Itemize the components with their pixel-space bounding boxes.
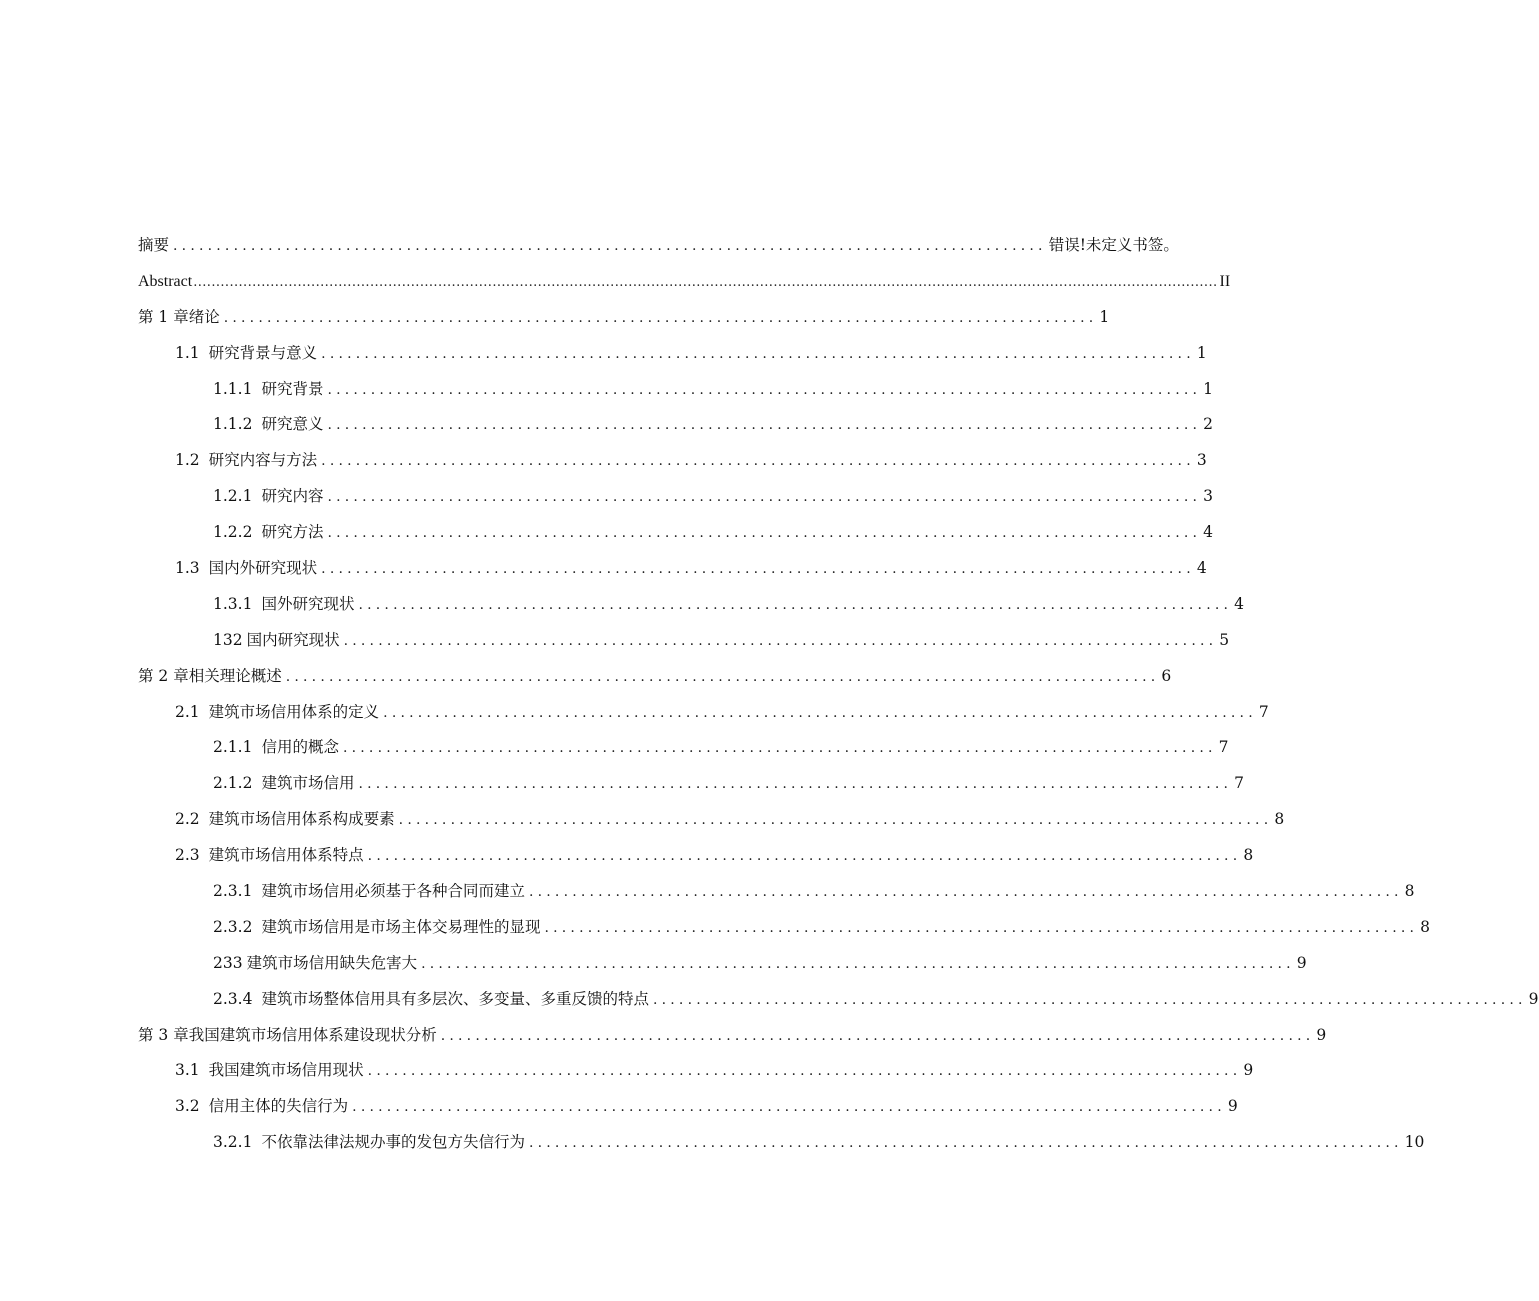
toc-entry[interactable] bbox=[138, 623, 1230, 659]
toc-entry-title: 建筑市场信用缺失危害大 bbox=[246, 953, 418, 972]
toc-entry[interactable] bbox=[138, 982, 1539, 1018]
toc-entry[interactable] bbox=[138, 766, 1245, 802]
toc-entry-number: 2.2 bbox=[175, 810, 200, 829]
toc-entry-page: 8 bbox=[1243, 846, 1254, 865]
toc-entry-title: 研究背景 bbox=[261, 379, 324, 398]
toc-entry-title: 不依靠法律法规办事的发包方失信行为 bbox=[261, 1133, 525, 1152]
dot-leader: ..................................................................................................... bbox=[321, 561, 1195, 578]
toc-entry-title: 建筑市场信用体系的定义 bbox=[208, 702, 380, 721]
toc-entry-number: 2.3.2 bbox=[213, 917, 253, 936]
toc-entry-title: 相关理论概述 bbox=[188, 666, 282, 685]
toc-entry-page: 1 bbox=[1099, 307, 1110, 326]
dot-leader: ..................................................................................................... bbox=[321, 453, 1195, 470]
toc-entry-page: 5 bbox=[1219, 630, 1230, 649]
toc-entry-page: 7 bbox=[1258, 702, 1269, 721]
toc-entry-title: 建筑市场信用体系特点 bbox=[208, 846, 364, 865]
toc-entry-title: 信用主体的失信行为 bbox=[208, 1097, 349, 1116]
toc-entry-title: 研究内容与方法 bbox=[208, 451, 318, 470]
toc-entry[interactable] bbox=[138, 802, 1285, 838]
dot-leader: ..................................................................................................... bbox=[173, 238, 1047, 254]
toc-entry[interactable] bbox=[138, 228, 1179, 264]
dot-leader: ..................................................................................................... bbox=[352, 1099, 1226, 1116]
toc-entry[interactable] bbox=[138, 946, 1307, 982]
toc-entry-page: 错误!未定义书签。 bbox=[1048, 236, 1179, 254]
toc-entry-page: 3 bbox=[1196, 451, 1207, 470]
toc-entry-page: 9 bbox=[1528, 989, 1539, 1008]
dot-leader: ..................................................................................................... bbox=[327, 489, 1202, 506]
toc-entry-title: 建筑市场信用 bbox=[261, 774, 355, 793]
dot-leader: ..................................................................................................... bbox=[398, 812, 1273, 829]
toc-entry[interactable] bbox=[138, 587, 1245, 623]
dot-leader: ..................................................................................................... bbox=[342, 740, 1217, 757]
toc-entry-number: 第 3 章 bbox=[138, 1025, 189, 1044]
dot-leader: ..................................................................................................... bbox=[652, 991, 1527, 1008]
toc-entry-number: 2.3.1 bbox=[213, 882, 253, 901]
toc-entry[interactable] bbox=[138, 838, 1254, 874]
toc-entry[interactable] bbox=[138, 874, 1415, 910]
toc-entry-title: 国内外研究现状 bbox=[208, 559, 318, 578]
toc-entry-number: 2.1 bbox=[175, 702, 200, 721]
toc-entry-title: 绪论 bbox=[188, 307, 220, 326]
dot-leader: ..................................................................................................... bbox=[321, 345, 1195, 362]
toc-entry-number: 1.1.2 bbox=[213, 415, 253, 434]
toc-entry[interactable] bbox=[138, 730, 1229, 766]
toc-entry-number: 2.3 bbox=[175, 846, 200, 865]
table-of-contents bbox=[138, 228, 1539, 1161]
toc-entry-page: 8 bbox=[1404, 882, 1415, 901]
toc-entry-number: 2.3.4 bbox=[213, 989, 253, 1008]
toc-entry-title: 国外研究现状 bbox=[261, 594, 355, 613]
toc-entry-number: 3.2 bbox=[175, 1097, 200, 1116]
toc-entry-page: 4 bbox=[1203, 523, 1214, 542]
toc-entry-title: 研究背景与意义 bbox=[208, 343, 318, 362]
dot-leader: ..................................................................................................... bbox=[421, 955, 1295, 972]
toc-entry-page: 4 bbox=[1234, 594, 1245, 613]
toc-entry-title: 研究意义 bbox=[261, 415, 324, 434]
toc-entry-page: 3 bbox=[1203, 487, 1214, 506]
toc-entry-number: 1.2.1 bbox=[213, 487, 253, 506]
toc-entry-page: 1 bbox=[1196, 343, 1207, 362]
toc-entry[interactable] bbox=[138, 300, 1110, 336]
toc-entry-number: 1.3 bbox=[175, 559, 200, 578]
toc-entry-page: 8 bbox=[1420, 917, 1431, 936]
toc-entry[interactable] bbox=[138, 1089, 1238, 1125]
toc-entry-page: II bbox=[1219, 272, 1231, 290]
dot-leader: ..................................................................................................... bbox=[358, 596, 1233, 613]
dot-leader: ..................................................................................................... bbox=[528, 1135, 1403, 1152]
toc-entry-title: 研究内容 bbox=[261, 487, 324, 506]
toc-entry-title: 建筑市场信用必须基于各种合同而建立 bbox=[261, 882, 525, 901]
toc-entry-number: 第 1 章 bbox=[138, 307, 189, 326]
dot-leader: ..................................................................................................... bbox=[223, 309, 1098, 326]
toc-entry[interactable] bbox=[138, 1018, 1327, 1054]
toc-entry-title: 信用的概念 bbox=[261, 738, 339, 757]
toc-entry-title: 摘要 bbox=[138, 236, 170, 254]
toc-entry[interactable] bbox=[138, 1125, 1425, 1161]
toc-entry-page: 7 bbox=[1218, 738, 1229, 757]
toc-entry-number: 2.1.2 bbox=[213, 774, 253, 793]
toc-entry-page: 9 bbox=[1227, 1097, 1238, 1116]
toc-entry-number: 1.1.1 bbox=[213, 379, 253, 398]
toc-entry-number: 1.3.1 bbox=[213, 594, 253, 613]
dot-leader: ..................................................................................................... bbox=[383, 704, 1257, 721]
dot-leader: ..................................................................................................... bbox=[327, 525, 1202, 542]
dot-leader: ..................................................................................................... bbox=[285, 668, 1160, 685]
toc-entry-page: 1 bbox=[1203, 379, 1214, 398]
dot-leader: ..................................................................................................... bbox=[440, 1027, 1315, 1044]
toc-entry-number: 第 2 章 bbox=[138, 666, 189, 685]
toc-entry-page: 7 bbox=[1234, 774, 1245, 793]
toc-entry-title: Abstract bbox=[138, 272, 193, 290]
toc-entry-page: 9 bbox=[1316, 1025, 1327, 1044]
dot-leader: ..................................................................................................... bbox=[528, 884, 1403, 901]
toc-entry-page: 6 bbox=[1161, 666, 1172, 685]
dot-leader: ..................................................................................................... bbox=[544, 919, 1419, 936]
toc-entry[interactable] bbox=[138, 407, 1214, 443]
toc-entry[interactable] bbox=[138, 910, 1431, 946]
toc-entry-number: 1.2.2 bbox=[213, 523, 253, 542]
toc-entry[interactable] bbox=[138, 479, 1214, 515]
dot-leader: ..................................................................................................... bbox=[367, 1063, 1242, 1080]
toc-entry-number: 1.2 bbox=[175, 451, 200, 470]
toc-entry[interactable] bbox=[138, 264, 1231, 300]
toc-entry[interactable] bbox=[138, 336, 1207, 372]
toc-entry-title: 建筑市场整体信用具有多层次、多变量、多重反馈的特点 bbox=[261, 989, 649, 1008]
toc-entry[interactable] bbox=[138, 372, 1214, 408]
toc-entry-number: 233 bbox=[213, 953, 243, 972]
dot-leader: .................................................................................................................................................................................................................................. bbox=[193, 274, 1218, 290]
toc-entry-title: 国内研究现状 bbox=[246, 630, 340, 649]
dot-leader: ..................................................................................................... bbox=[327, 417, 1202, 434]
toc-entry-page: 10 bbox=[1404, 1133, 1425, 1152]
toc-entry[interactable] bbox=[138, 443, 1207, 479]
toc-entry-title: 我国建筑市场信用体系建设现状分析 bbox=[188, 1025, 437, 1044]
toc-entry[interactable] bbox=[138, 695, 1269, 731]
toc-entry-title: 我国建筑市场信用现状 bbox=[208, 1061, 364, 1080]
toc-entry[interactable] bbox=[138, 1053, 1254, 1089]
toc-entry[interactable] bbox=[138, 551, 1207, 587]
toc-entry-page: 2 bbox=[1203, 415, 1214, 434]
toc-entry-number: 2.1.1 bbox=[213, 738, 253, 757]
toc-entry-page: 4 bbox=[1196, 559, 1207, 578]
toc-entry-number: 1.1 bbox=[175, 343, 200, 362]
dot-leader: ..................................................................................................... bbox=[327, 381, 1202, 398]
toc-entry-number: 3.2.1 bbox=[213, 1133, 253, 1152]
toc-entry-page: 8 bbox=[1274, 810, 1285, 829]
toc-entry[interactable] bbox=[138, 659, 1172, 695]
dot-leader: ..................................................................................................... bbox=[343, 632, 1218, 649]
dot-leader: ..................................................................................................... bbox=[367, 848, 1242, 865]
dot-leader: ..................................................................................................... bbox=[358, 776, 1233, 793]
toc-entry[interactable] bbox=[138, 515, 1214, 551]
toc-entry-title: 研究方法 bbox=[261, 523, 324, 542]
toc-entry-number: 132 bbox=[213, 630, 243, 649]
toc-entry-number: 3.1 bbox=[175, 1061, 200, 1080]
toc-entry-title: 建筑市场信用体系构成要素 bbox=[208, 810, 395, 829]
toc-entry-page: 9 bbox=[1243, 1061, 1254, 1080]
toc-entry-title: 建筑市场信用是市场主体交易理性的显现 bbox=[261, 917, 541, 936]
toc-entry-page: 9 bbox=[1296, 953, 1307, 972]
